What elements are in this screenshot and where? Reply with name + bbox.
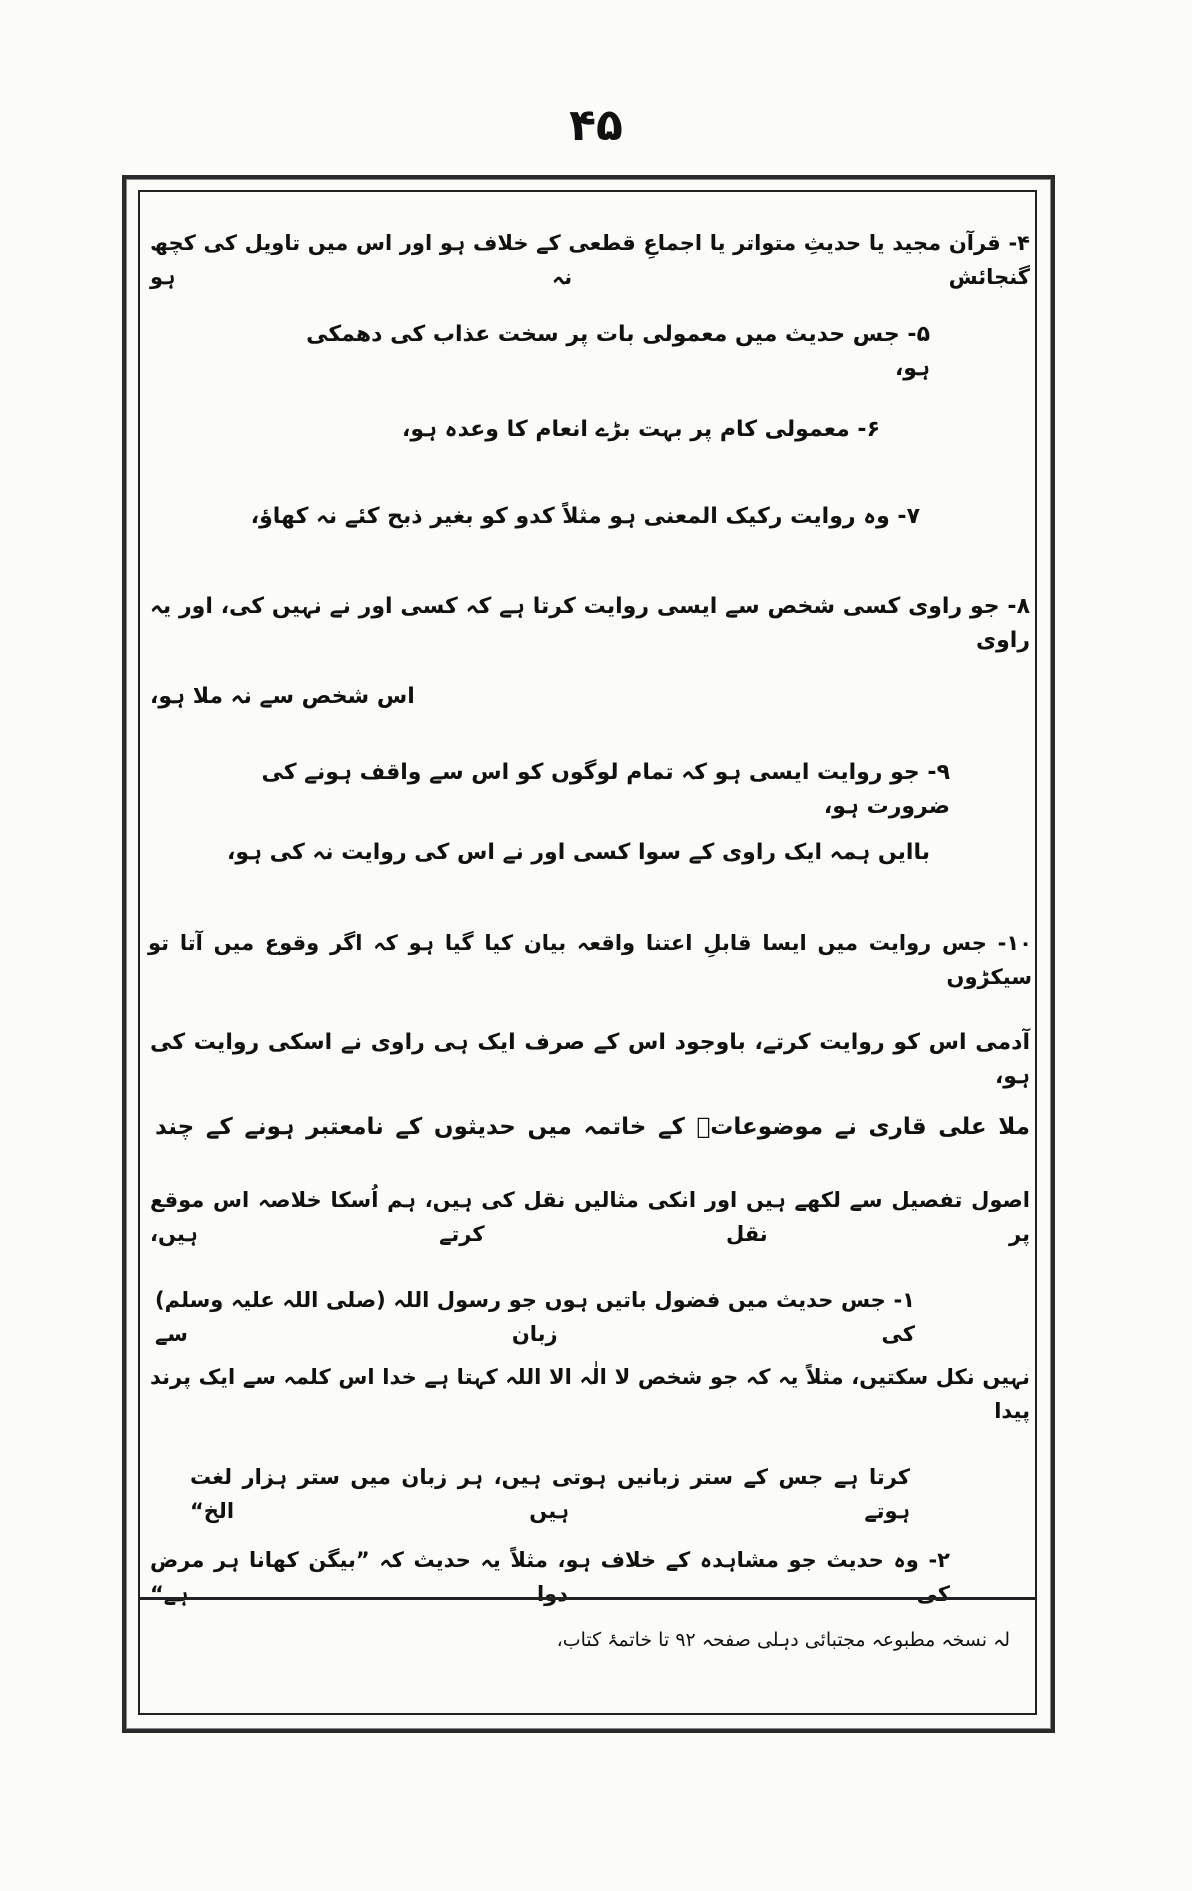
body-line: ۹- جو روایت ایسی ہو کہ تمام لوگوں کو اس سے واقف ہونے کی ضرورت ہو،: [261, 760, 950, 819]
body-line: ۵- جس حدیث میں معمولی بات پر سخت عذاب کی دھمکی ہو،: [306, 322, 930, 381]
body-line: آدمی اس کو روایت کرتے، باوجود اس کے صرف ایک ہی راوی نے اسکی روایت کی ہو،: [150, 1030, 1030, 1089]
body-line: ۴- قرآن مجید یا حدیثِ متواتر یا اجماعِ قطعی کے خلاف ہو اور اس میں تاویل کی کچھ گنجائش نہ ہو: [150, 231, 1030, 289]
body-line: اصول تفصیل سے لکھے ہیں اور انکی مثالیں نقل کی ہیں، ہم اُسکا خلاصہ اس موقع پر نقل کرتے ہیں،: [150, 1188, 1030, 1246]
body-line: کرتا ہے جس کے ستر زبانیں ہوتی ہیں، ہر زبان میں ستر ہزار لغت ہوتے ہیں الخ“: [190, 1465, 910, 1523]
footnote-separator: [140, 1597, 1035, 1600]
body-line: ملا علی قاری نے موضوعاتؔ کے خاتمہ میں حدیثوں کے نامعتبر ہونے کے چند: [155, 1114, 1030, 1140]
body-line: ۸- جو راوی کسی شخص سے ایسی روایت کرتا ہے کہ کسی اور نے نہیں کی، اور یہ راوی: [150, 594, 1030, 653]
body-line: ۲- وہ حدیث جو مشاہدہ کے خلاف ہو، مثلاً یہ حدیث کہ ”بیگن کھانا ہر مرض کی دوا ہے“: [150, 1548, 950, 1606]
page-number: ۴۵: [569, 100, 623, 151]
body-line: نہیں نکل سکتیں، مثلاً یہ کہ جو شخص لا الٰہ الا اللہ کہتا ہے خدا اس کلمہ سے ایک پرند پیدا: [150, 1365, 1030, 1423]
footnote: لہ نسخہ مطبوعہ مجتبائی دہلی صفحہ ۹۲ تا خاتمۂ کتاب،: [556, 1629, 1010, 1651]
body-line: ۶- معمولی کام پر بہت بڑے انعام کا وعدہ ہو،: [401, 417, 880, 442]
body-line: ۷- وہ روایت رکیک المعنی ہو مثلاً کدو کو بغیر ذبح کئے نہ کھاؤ،: [250, 504, 920, 529]
body-line: ۱۰- جس روایت میں ایسا قابلِ اعتنا واقعہ بیان کیا گیا ہو کہ اگر وقوع میں آتا تو سیکڑوں: [148, 931, 1032, 989]
body-line: ۱- جس حدیث میں فضول باتیں ہوں جو رسول اللہ (صلی اللہ علیہ وسلم) کی زبان سے: [155, 1288, 915, 1346]
body-line: باایں ہمہ ایک راوی کے سوا کسی اور نے اس کی روایت نہ کی ہو،: [226, 840, 930, 865]
body-line: اس شخص سے نہ ملا ہو،: [150, 684, 415, 709]
